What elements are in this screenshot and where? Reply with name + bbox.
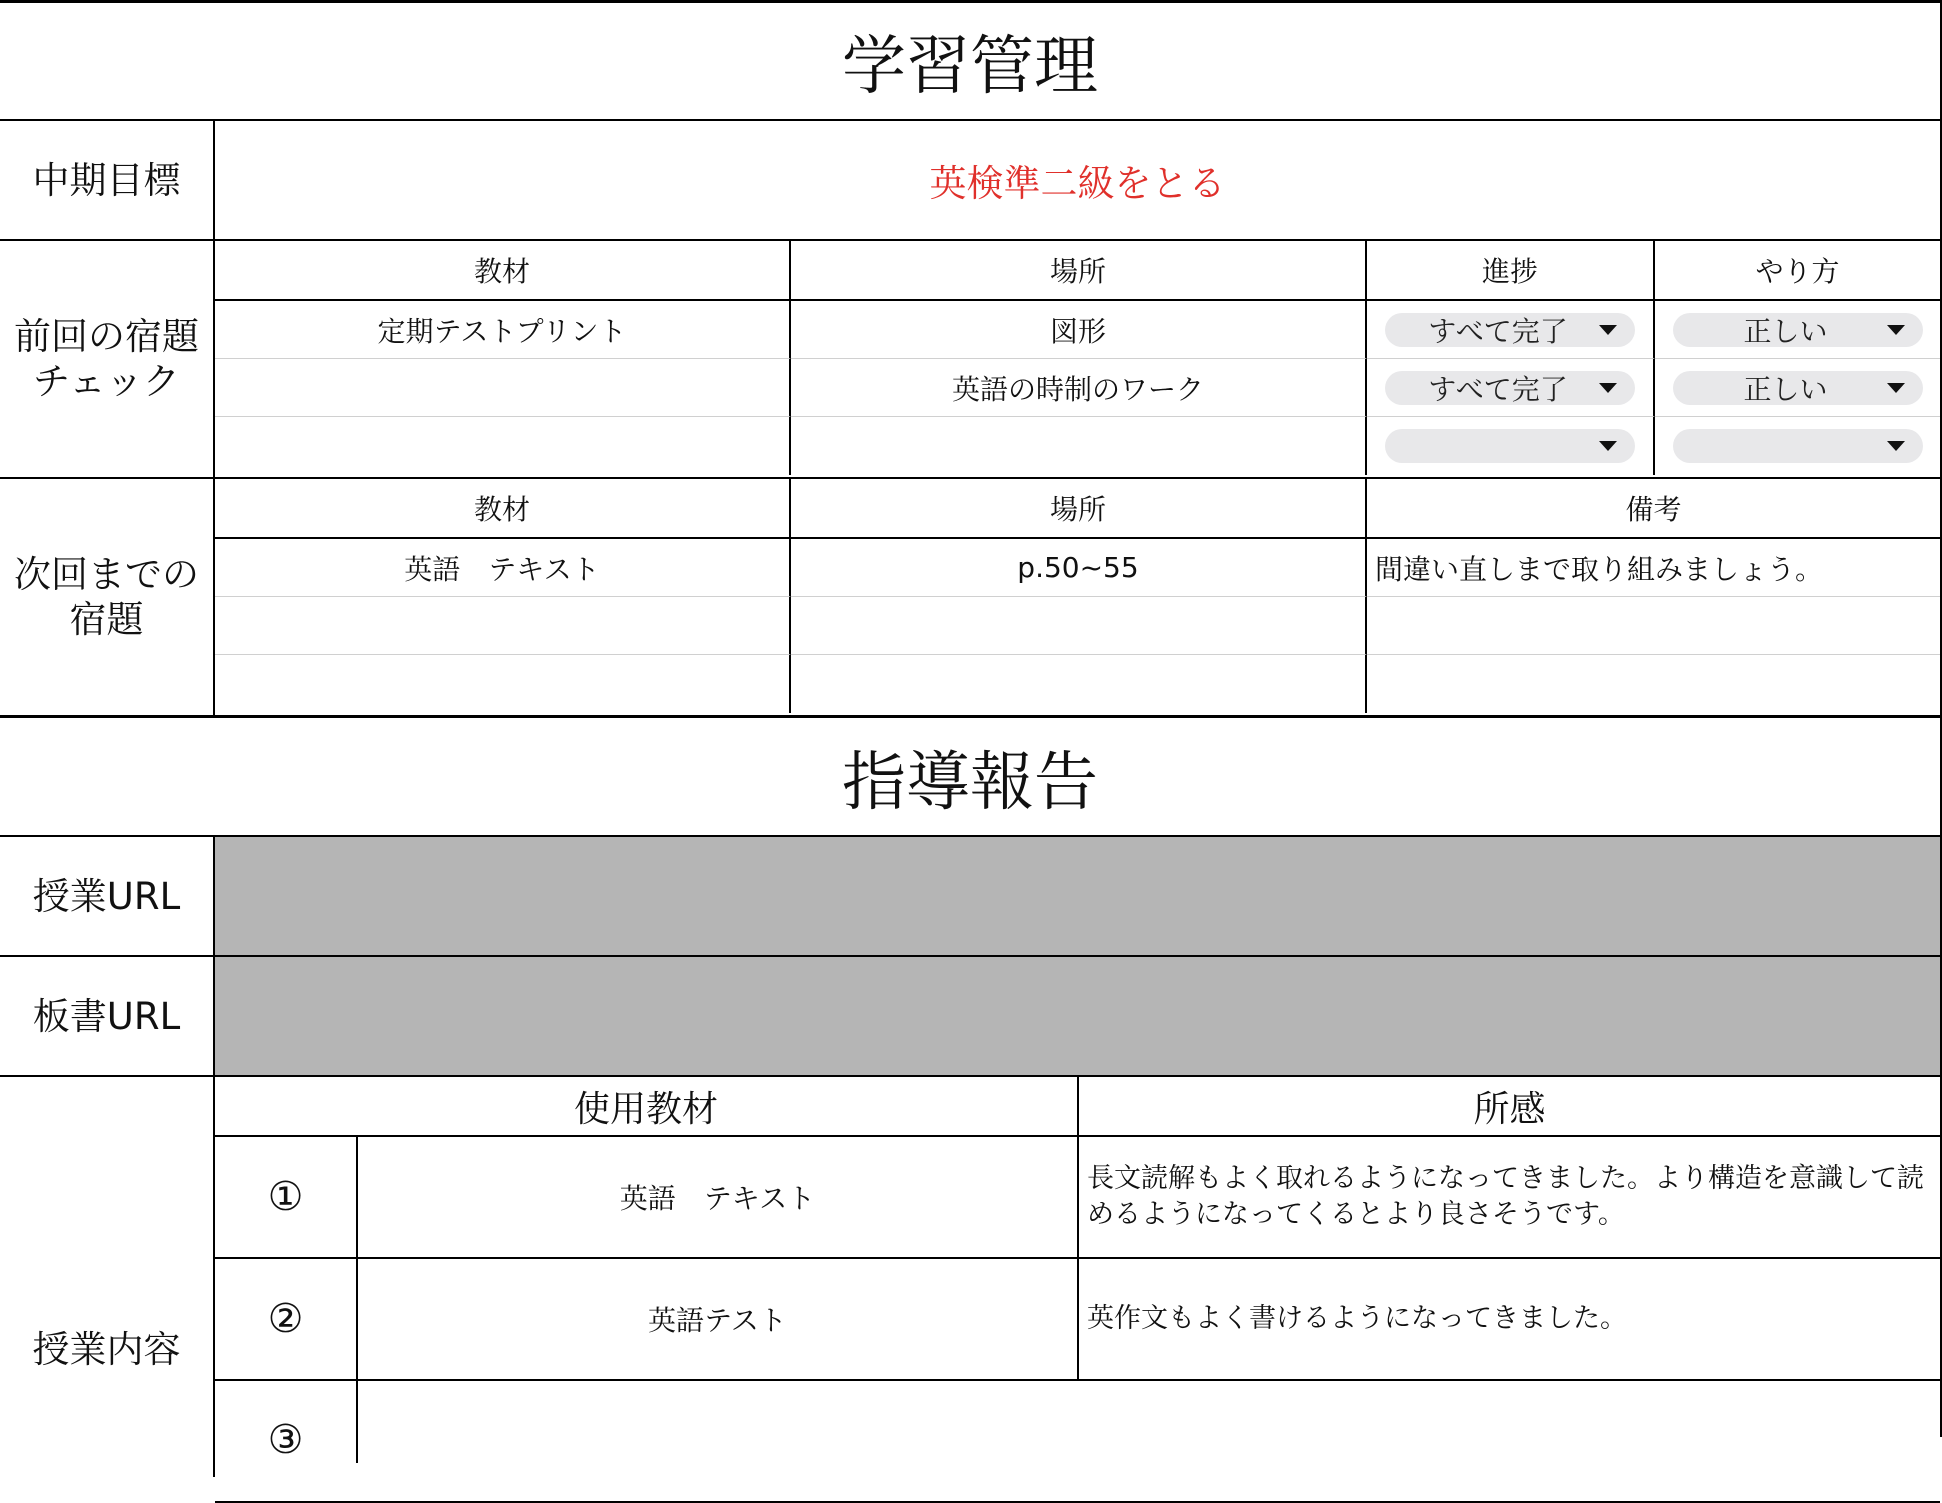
next-homework-table [215,479,1940,713]
lesson-table-header [215,1077,1940,1137]
prev-row1-material[interactable]: 定期テストプリント [215,301,791,359]
method-dropdown[interactable] [1673,313,1923,347]
caret-down-icon [1599,441,1617,451]
prev-row3-progress-cell [1367,417,1655,475]
lesson-row [215,1137,1940,1259]
prev-row1-method-cell [1655,301,1940,359]
next-row2-material[interactable] [215,597,791,655]
report-title: 指導報告 [0,718,1942,837]
lesson-impression[interactable]: 英作文もよく書けるようになってきました。 [1087,1303,1627,1334]
prev-header-material: 教材 [215,241,791,301]
prev-row1-progress-cell [1367,301,1655,359]
method-dropdown[interactable] [1673,371,1923,405]
lesson-number: ② [215,1259,358,1379]
goal-value[interactable]: 英検準二級をとる [929,162,1226,205]
prev-homework-label-line2: チェック [33,360,180,403]
lesson-row [215,1259,1940,1381]
progress-dropdown[interactable] [1385,313,1635,347]
dropdown-value: 正しい [1743,372,1828,406]
board-url-label: 板書URL [0,957,215,1075]
caret-down-icon [1887,441,1905,451]
caret-down-icon [1599,383,1617,393]
board-url-field[interactable] [215,957,1940,1075]
prev-homework-label [0,241,215,477]
next-row2-note[interactable] [1367,597,1940,655]
prev-homework-section [0,241,1942,479]
next-row3-material[interactable] [215,655,791,713]
next-homework-label-line1: 次回までの [14,553,199,596]
next-row3-place[interactable] [791,655,1367,713]
prev-row3-place[interactable] [791,417,1367,475]
dropdown-value: 正しい [1743,314,1828,348]
prev-row2-place[interactable]: 英語の時制のワーク [791,359,1367,417]
next-header-note: 備考 [1367,479,1940,539]
next-row1-place[interactable]: p.50~55 [791,539,1367,597]
prev-homework-label-line1: 前回の宿題 [14,315,199,358]
caret-down-icon [1599,325,1617,335]
next-header-material: 教材 [215,479,791,539]
method-dropdown[interactable] [1673,429,1923,463]
prev-row2-method-cell [1655,359,1940,417]
next-homework-label-line2: 宿題 [69,598,144,641]
lesson-material[interactable]: 英語テスト [358,1259,1079,1379]
class-url-field[interactable] [215,837,1940,955]
lesson-content-label: 授業内容 [0,1077,215,1477]
class-url-row [0,837,1942,957]
prev-row2-material[interactable] [215,359,791,417]
prev-row2-progress-cell [1367,359,1655,417]
caret-down-icon [1887,383,1905,393]
next-row1-material[interactable]: 英語 テキスト [215,539,791,597]
board-url-row [0,957,1942,1077]
header-impression: 所感 [1473,1088,1546,1130]
lesson-number: ① [215,1137,358,1257]
lesson-impression[interactable]: 長文読解もよく取れるようになってきました。より構造を意識して読めるようになってくるとより良さそうです。 [1087,1163,1924,1230]
header-materials-used: 使用教材 [215,1077,1079,1135]
prev-header-progress: 進捗 [1367,241,1655,301]
dropdown-value: すべて完了 [1428,372,1568,406]
caret-down-icon [1887,325,1905,335]
progress-dropdown[interactable] [1385,371,1635,405]
lesson-number: ③ [215,1381,358,1463]
progress-dropdown[interactable] [1385,429,1635,463]
prev-homework-table [215,241,1940,475]
lesson-row [215,1381,1940,1503]
lesson-material[interactable]: 英語 テキスト [358,1137,1079,1257]
prev-header-method: やり方 [1655,241,1940,301]
next-homework-label [0,479,215,715]
goal-label: 中期目標 [0,121,215,239]
prev-header-place: 場所 [791,241,1367,301]
next-homework-section [0,479,1942,718]
next-row2-place[interactable] [791,597,1367,655]
prev-row3-method-cell [1655,417,1940,475]
next-row1-note[interactable]: 間違い直しまで取り組みましょう。 [1367,539,1940,597]
dropdown-value: すべて完了 [1428,314,1568,348]
next-row3-note[interactable] [1367,655,1940,713]
class-url-label: 授業URL [0,837,215,955]
goal-row [0,121,1942,241]
prev-row1-place[interactable]: 図形 [791,301,1367,359]
next-header-place: 場所 [791,479,1367,539]
prev-row3-material[interactable] [215,417,791,475]
lesson-content-section [0,1077,1942,1463]
study-title: 学習管理 [0,3,1942,121]
